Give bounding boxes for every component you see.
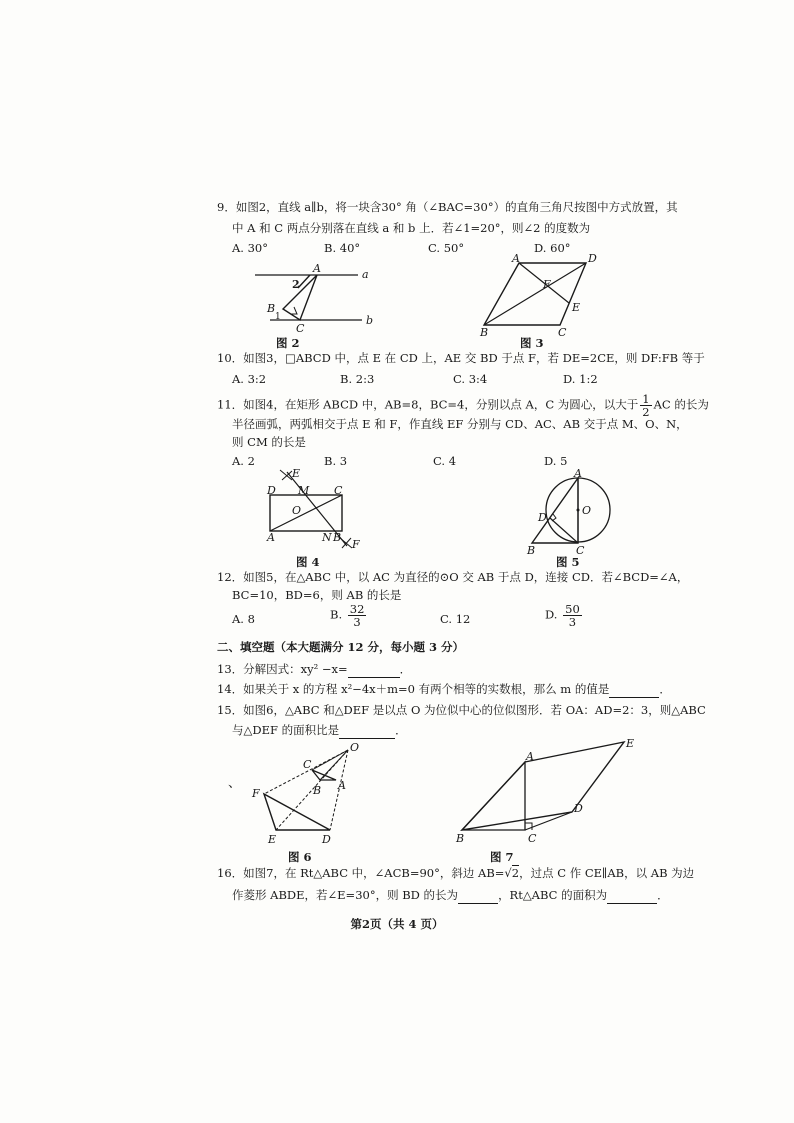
fig3-label-C: C [558, 326, 567, 337]
figure-3-caption: 图 3 [520, 336, 544, 350]
q16-end: ． [657, 888, 669, 902]
q10-option-b: B. 2:3 [340, 372, 375, 386]
fig7-label-A: A [526, 750, 534, 763]
fig2-label-1: 1 [275, 312, 281, 322]
q15-line1: 15．如图6，△ABC 和△DEF 是以点 O 为位似中心的位似图形．若 OA：AD=2：3，则△ABC [217, 703, 706, 717]
q9-option-c: C. 50° [428, 241, 465, 255]
fig2-label-B: B [267, 302, 276, 315]
q12-option-c: C. 12 [440, 612, 471, 626]
q12-option-d-label: D. [545, 607, 558, 622]
fig5-label-B: B [527, 544, 536, 556]
fig6-label-O: O [350, 742, 360, 754]
figure-5-caption: 图 5 [556, 555, 580, 569]
q13-text: 13．分解因式：xy² −x= [217, 662, 348, 676]
fig3-label-B: B [480, 326, 489, 337]
q12-option-b-num: 32 [349, 602, 365, 616]
q10-line1: 10．如图3，□ABCD 中，点 E 在 CD 上，AE 交 BD 于点 F，若 DE=2CE，则 DF:FB 等于 [217, 351, 705, 365]
q14-answer-blank[interactable] [609, 682, 659, 698]
figure-2-caption: 图 2 [276, 336, 300, 350]
fig4-label-C: C [334, 484, 343, 497]
fig2-label-a: a [362, 268, 369, 281]
q12-option-d [545, 603, 584, 628]
figure-4 [262, 468, 362, 550]
q16-line2 [232, 888, 669, 904]
q15-end: ． [395, 723, 407, 737]
fig4-label-B: B [333, 531, 342, 544]
q11-line1 [217, 393, 709, 418]
fig3-label-D: D [588, 252, 597, 265]
q16-bd-answer-blank[interactable] [458, 888, 498, 904]
figure-7 [452, 734, 644, 848]
q13-line [217, 662, 411, 678]
figure-6-caption: 图 6 [288, 850, 312, 864]
fig4-label-O: O [292, 504, 302, 517]
fig6-label-A: A [338, 779, 346, 792]
q13-answer-blank[interactable] [348, 662, 400, 678]
q12-option-b [330, 603, 368, 628]
fig7-label-C: C [528, 832, 537, 845]
fig3-label-A: A [512, 252, 520, 265]
q12-line1: 12．如图5，在△ABC 中，以 AC 为直径的⊙O 交 AB 于点 D，连接 CD．若∠BCD=∠A， [217, 570, 689, 584]
q10-option-a: A. 3:2 [232, 372, 267, 386]
q12-option-b-den: 3 [353, 615, 361, 629]
q11-frac-den: 2 [642, 405, 650, 419]
q10-option-d: D. 1:2 [563, 372, 598, 386]
q11-line2: 半径画弧，两弧相交于点 E 和 F，作直线 EF 分别与 CD、AC、AB 交于点 M、O、N， [232, 417, 688, 431]
q11-option-b: B. 3 [324, 454, 348, 468]
fig4-label-F: F [352, 538, 360, 550]
q16-area-answer-blank[interactable] [607, 888, 657, 904]
q11-option-d: D. 5 [544, 454, 568, 468]
figure-4-caption: 图 4 [296, 555, 320, 569]
fig6-label-E: E [268, 833, 277, 846]
fig4-label-N: N [322, 531, 332, 544]
q9-option-b: B. 40° [324, 241, 361, 255]
fig4-label-A: A [267, 531, 275, 544]
q9-option-a: A. 30° [232, 241, 268, 255]
q12-option-d-fraction [563, 603, 582, 628]
fig2-label-b: b [366, 314, 374, 327]
q15-answer-blank[interactable] [339, 723, 395, 739]
q13-end: ． [399, 662, 412, 676]
q15-line2-text: 与△DEF 的面积比是 [232, 723, 340, 737]
figure-7-caption: 图 7 [490, 850, 514, 864]
fig6-label-F: F [252, 787, 260, 800]
q10-option-c: C. 3:4 [453, 372, 488, 386]
fig7-label-B: B [456, 832, 465, 845]
fig4-label-E: E [292, 468, 301, 480]
q14-line [217, 682, 671, 698]
fig2-label-C: C [296, 322, 305, 334]
q15-line2 [232, 723, 407, 739]
fig5-label-O: O [582, 504, 592, 517]
q9-line2: 中 A 和 C 两点分别落在直线 a 和 b 上．若∠1=20°，则∠2 的度数为 [232, 221, 591, 235]
fig6-label-B: B [313, 784, 322, 797]
fig5-label-C: C [576, 544, 585, 556]
fig5-label-D: D [538, 511, 547, 524]
q12-line2: BC=10，BD=6，则 AB 的长是 [232, 588, 402, 602]
q11-line1-end: AC 的长为 [653, 397, 709, 412]
q16-line1-start: 16．如图7，在 Rt△ABC 中，∠ACB=90°，斜边 AB= [217, 866, 505, 880]
q12-option-d-den: 3 [568, 615, 577, 629]
fig6-label-D: D [322, 833, 331, 846]
q11-fraction [640, 393, 651, 418]
fig7-label-D: D [574, 802, 583, 815]
figure-6 [248, 742, 366, 848]
page-footer: 第2页（共 4 页） [350, 917, 444, 931]
q12-option-b-label: B. [330, 607, 343, 622]
fig6-label-C: C [303, 758, 312, 771]
fig3-label-F: F [543, 278, 551, 291]
q11-option-a: A. 2 [232, 454, 255, 468]
figure-2 [250, 262, 380, 334]
stray-mark: 、 [228, 776, 242, 791]
q11-frac-num: 1 [642, 392, 650, 406]
q16-line2-start: 作菱形 ABDE，若∠E=30°，则 BD 的长为 [232, 888, 459, 902]
q14-end: ． [659, 682, 671, 696]
q12-option-d-num: 50 [565, 602, 580, 616]
fig4-label-D: D [267, 484, 276, 497]
section-2-title: 二、填空题（本大题满分 12 分，每小题 3 分） [217, 640, 465, 654]
q11-line1-start: 11．如图4，在矩形 ABCD 中，AB=8，BC=4，分别以点 A，C 为圆心，以大于 [217, 397, 639, 412]
figure-3 [476, 252, 601, 337]
q16-line2-mid: ，Rt△ABC 的面积为 [498, 888, 608, 902]
q11-option-c: C. 4 [433, 454, 457, 468]
sqrt-icon: √ [504, 866, 512, 880]
q14-text: 14．如果关于 x 的方程 x²−4x＋m=0 有两个相等的实数根，那么 m 的值是 [217, 682, 610, 696]
q16-line1 [217, 866, 694, 881]
q11-line3: 则 CM 的长是 [232, 435, 306, 449]
q16-sqrt-value: 2 [511, 866, 520, 880]
q16-line1-end: ，过点 C 作 CE∥AB，以 AB 为边 [519, 866, 695, 880]
fig7-label-E: E [626, 737, 635, 750]
q9-option-d: D. 60° [534, 241, 571, 255]
fig5-label-A: A [574, 467, 582, 480]
fig3-label-E: E [572, 301, 581, 314]
fig2-label-2: 2 [292, 278, 300, 291]
figure-5 [520, 466, 620, 556]
q12-option-b-fraction [348, 603, 367, 628]
fig4-label-M: M [298, 484, 310, 497]
fig2-label-A: A [313, 262, 321, 275]
q9-line1: 9．如图2，直线 a∥b，将一块含30° 角（∠BAC=30°）的直角三角尺按图中方式放置，其 [217, 200, 678, 214]
q12-option-a: A. 8 [232, 612, 255, 626]
